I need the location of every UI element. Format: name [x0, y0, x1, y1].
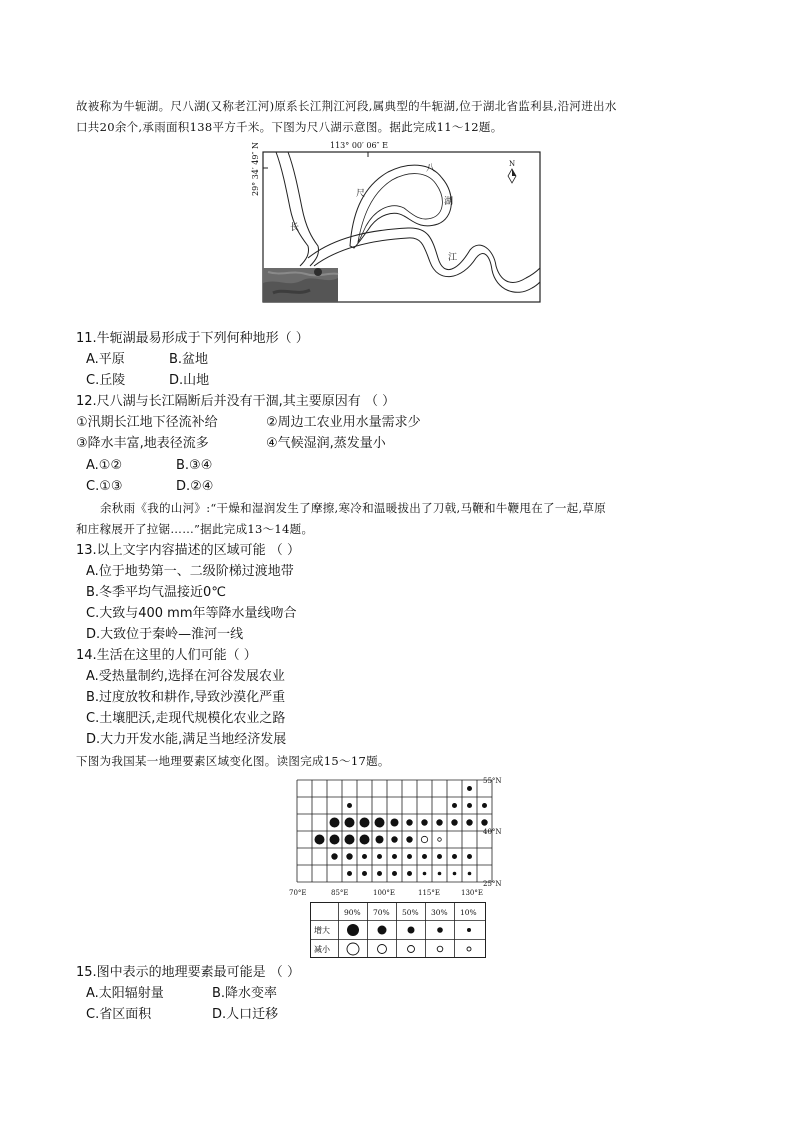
- q13-option-a[interactable]: A.位于地势第一、二级阶梯过渡地带: [86, 564, 294, 579]
- q15-option-b[interactable]: B.降水变率: [212, 986, 278, 1001]
- legend-dot-increase-30: [437, 927, 443, 933]
- increase-dot: [438, 872, 442, 876]
- legend-dot-decrease-50: [408, 946, 415, 953]
- increase-dot: [331, 853, 337, 859]
- increase-dot: [482, 803, 487, 808]
- q11-option-a[interactable]: A.平原: [86, 352, 125, 367]
- increase-dot: [330, 835, 340, 845]
- svg-text:江: 江: [448, 253, 458, 263]
- q13-option-c[interactable]: C.大致与400 mm年等降水量线吻合: [86, 606, 297, 621]
- q12-option-a[interactable]: A.①②: [86, 458, 123, 473]
- increase-dot: [376, 836, 384, 844]
- lon-label-115: 115°E: [418, 889, 440, 897]
- increase-dot: [345, 818, 355, 828]
- q12-statement-4: ④气候湿润,蒸发量小: [266, 436, 386, 451]
- increase-dot: [453, 872, 457, 876]
- increase-dot: [422, 854, 427, 859]
- intro3-line: 下图为我国某一地理要素区域变化图。读图完成15～17题。: [76, 754, 390, 768]
- increase-dot: [466, 819, 472, 825]
- increase-dot: [452, 803, 457, 808]
- longitude-label: 113° 00′ 06″ E: [330, 141, 388, 150]
- increase-dot: [346, 853, 352, 859]
- q11-option-c[interactable]: C.丘陵: [86, 373, 126, 388]
- lon-label-100: 100°E: [373, 889, 395, 897]
- question-15-stem: 15.图中表示的地理要素最可能是 （ ）: [76, 965, 300, 980]
- q14-option-c[interactable]: C.土壤肥沃,走现代规模化农业之路: [86, 711, 286, 726]
- legend-dot-increase-90: [347, 924, 359, 936]
- legend-dot-increase-70: [378, 926, 387, 935]
- q14-option-a[interactable]: A.受热量制约,选择在河谷发展农业: [86, 669, 285, 684]
- q14-option-d[interactable]: D.大力开发水能,满足当地经济发展: [86, 732, 287, 747]
- increase-dot: [467, 803, 472, 808]
- q12-option-c[interactable]: C.①③: [86, 479, 123, 494]
- increase-dot: [360, 818, 370, 828]
- legend-dot-decrease-30: [437, 946, 443, 952]
- q15-option-d[interactable]: D.人口迁移: [212, 1007, 279, 1022]
- dot-legend: [310, 902, 486, 958]
- increase-dot: [452, 854, 457, 859]
- increase-dot: [391, 819, 399, 827]
- svg-text:八: 八: [426, 164, 436, 174]
- q13-option-d[interactable]: D.大致位于秦岭—淮河一线: [86, 627, 244, 642]
- legend-30: 30%: [431, 908, 448, 917]
- increase-dot: [360, 835, 370, 845]
- q12-statement-2: ②周边工农业用水量需求少: [266, 415, 421, 430]
- q15-option-a[interactable]: A.太阳辐射量: [86, 986, 164, 1001]
- svg-text:湖: 湖: [444, 197, 454, 207]
- lat-label-25: 25°N: [483, 880, 502, 888]
- increase-dot: [481, 819, 487, 825]
- dot-grid-map: [285, 774, 515, 898]
- increase-dot: [330, 818, 340, 828]
- q12-option-d[interactable]: D.②④: [176, 479, 214, 494]
- increase-dot: [375, 818, 385, 828]
- legend-10: 10%: [460, 908, 477, 917]
- question-12-stem: 12.尺八湖与长江隔断后并没有干涸,其主要原因有 （ ）: [76, 394, 396, 409]
- question-11-stem: 11.牛轭湖最易形成于下列何种地形（ ）: [76, 331, 309, 346]
- increase-dot: [391, 836, 397, 842]
- q12-option-b[interactable]: B.③④: [176, 458, 213, 473]
- lat-label-40: 40°N: [483, 828, 502, 836]
- increase-dot: [362, 854, 367, 859]
- increase-dot: [467, 786, 472, 791]
- q14-option-b[interactable]: B.过度放牧和耕作,导致沙漠化严重: [86, 690, 286, 705]
- lon-label-130: 130°E: [461, 889, 483, 897]
- legend-dot-increase-50: [408, 927, 415, 934]
- latitude-label: 29° 34′ 49″ N: [251, 142, 260, 196]
- legend-50: 50%: [402, 908, 419, 917]
- intro2-line-1: 余秋雨《我的山河》:“干燥和湿润发生了摩擦,寒冷和温暖拔出了刀戟,马鞭和牛鞭甩在了一起,草原: [100, 501, 607, 515]
- increase-dot: [377, 854, 382, 859]
- increase-dot: [407, 871, 412, 876]
- legend-decrease-label: 减小: [314, 945, 330, 954]
- legend-dot-increase-10: [467, 928, 471, 932]
- q12-statement-3: ③降水丰富,地表径流多: [76, 436, 209, 451]
- increase-dot: [392, 854, 397, 859]
- legend-70: 70%: [373, 908, 390, 917]
- legend-dot-decrease-10: [467, 947, 471, 951]
- increase-dot: [423, 872, 427, 876]
- increase-dot: [347, 803, 352, 808]
- increase-dot: [421, 819, 427, 825]
- increase-dot: [315, 835, 325, 845]
- question-14-stem: 14.生活在这里的人们可能（ ）: [76, 648, 257, 663]
- increase-dot: [437, 854, 442, 859]
- q12-statement-1: ①汛期长江地下径流补给: [76, 415, 218, 430]
- increase-dot: [392, 871, 397, 876]
- svg-text:长: 长: [290, 223, 300, 233]
- intro2-line-2: 和庄稼展开了拉锯……”据此完成13～14题。: [76, 522, 314, 536]
- q13-option-b[interactable]: B.冬季平均气温接近0℃: [86, 585, 226, 600]
- decrease-dot: [438, 838, 442, 842]
- legend-increase-label: 增大: [314, 926, 330, 935]
- q15-option-c[interactable]: C.省区面积: [86, 1007, 152, 1022]
- svg-text:N: N: [509, 160, 516, 168]
- increase-dot: [406, 836, 412, 842]
- decrease-dot: [421, 836, 427, 842]
- legend-90: 90%: [344, 908, 361, 917]
- lon-label-70: 70°E: [289, 889, 307, 897]
- increase-dot: [436, 819, 442, 825]
- q11-option-d[interactable]: D.山地: [169, 373, 210, 388]
- intro-line-1: 故被称为牛轭湖。尺八湖(又称老江河)原系长江荆江河段,属典型的牛轭湖,位于湖北省监利县,沿河进出水: [76, 99, 617, 113]
- increase-dot: [451, 819, 457, 825]
- increase-dot: [467, 854, 472, 859]
- increase-dot: [345, 835, 355, 845]
- lat-label-55: 55°N: [483, 777, 502, 785]
- question-13-stem: 13.以上文字内容描述的区域可能 （ ）: [76, 543, 300, 558]
- increase-dot: [406, 819, 412, 825]
- q11-option-b[interactable]: B.盆地: [169, 352, 209, 367]
- increase-dot: [468, 872, 472, 876]
- intro-line-2: 口共20余个,承雨面积138平方千米。下图为尺八湖示意图。据此完成11～12题。: [76, 120, 503, 134]
- svg-text:尺: 尺: [356, 189, 366, 199]
- increase-dot: [377, 871, 382, 876]
- legend-dot-decrease-70: [378, 945, 387, 954]
- oxbow-lake-map: [248, 138, 548, 306]
- increase-dot: [362, 871, 367, 876]
- lon-label-85: 85°E: [331, 889, 349, 897]
- increase-dot: [347, 871, 352, 876]
- legend-dot-decrease-90: [347, 943, 359, 955]
- satellite-inset-image: [263, 268, 338, 302]
- increase-dot: [407, 854, 412, 859]
